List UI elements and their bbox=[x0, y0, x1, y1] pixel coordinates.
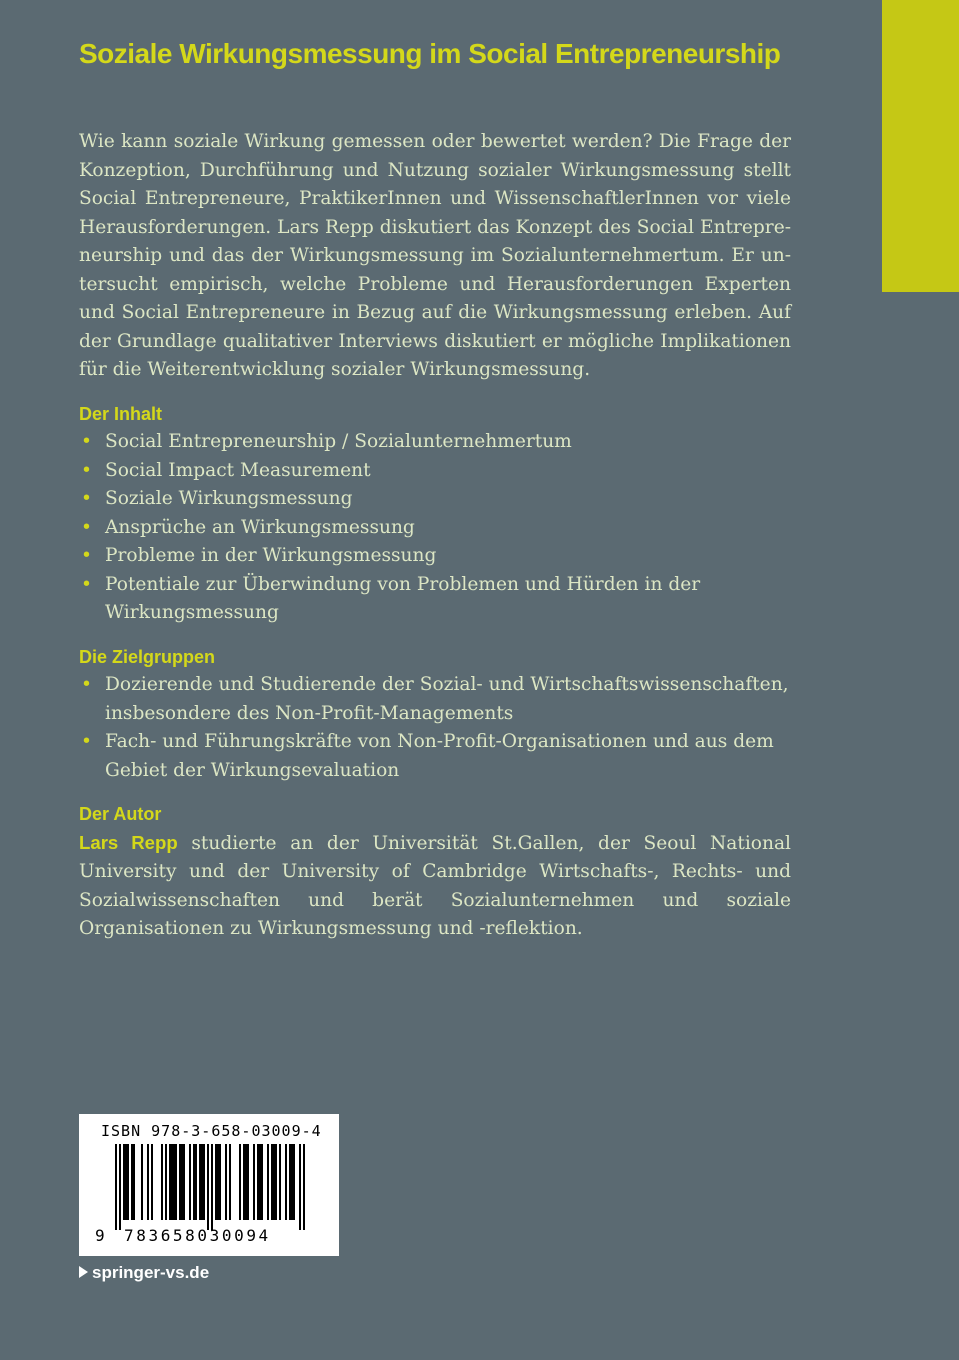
barcode-bar bbox=[179, 1144, 181, 1220]
barcode-icon bbox=[115, 1144, 305, 1230]
list-item: • Social Entrepreneurship / Sozialunternehmertum bbox=[79, 428, 791, 457]
author-heading: Der Autor bbox=[79, 804, 162, 824]
barcode-bar bbox=[173, 1144, 175, 1220]
barcode-bar bbox=[303, 1144, 305, 1230]
barcode-bar bbox=[119, 1144, 121, 1230]
list-item: • Dozierende und Studierende der Sozial- und Wirtschaftswissenschaften, insbesondere des Non-Profit-Managements bbox=[79, 671, 791, 728]
list-item: • Potentiale zur Überwindung von Problemen und Hürden in der Wirkungsmessung bbox=[79, 571, 791, 628]
bullet-icon: • bbox=[81, 731, 92, 752]
barcode-bar bbox=[123, 1144, 125, 1220]
barcode-bar bbox=[125, 1144, 127, 1220]
bullet-icon: • bbox=[81, 516, 92, 538]
barcode-bar bbox=[203, 1144, 205, 1220]
barcode-bar bbox=[239, 1144, 241, 1220]
barcode-bar bbox=[217, 1144, 219, 1220]
barcode-bar bbox=[199, 1144, 201, 1220]
barcode-bar bbox=[147, 1144, 149, 1220]
bullet-icon: • bbox=[81, 431, 92, 452]
audience-heading: Die Zielgruppen bbox=[79, 646, 216, 667]
publisher-label: springer-vs.de bbox=[92, 1263, 210, 1282]
barcode-bar bbox=[267, 1144, 269, 1220]
list-item: • Soziale Wirkungsmessung bbox=[79, 485, 791, 514]
barcode-bar bbox=[151, 1144, 153, 1220]
barcode-bar bbox=[247, 1144, 249, 1220]
back-cover-text bbox=[79, 128, 791, 944]
bullet-icon: • bbox=[81, 674, 92, 695]
bullet-icon: • bbox=[81, 459, 92, 481]
barcode-bar bbox=[259, 1144, 261, 1220]
bullet-icon: • bbox=[81, 488, 92, 509]
content-heading: Der Inhalt bbox=[79, 403, 163, 424]
content-list bbox=[79, 428, 791, 628]
author-name: Lars Repp bbox=[79, 831, 178, 853]
barcode-bar bbox=[183, 1144, 185, 1220]
list-item: • Probleme in der Wirkungsmessung bbox=[79, 542, 791, 571]
barcode-bar bbox=[273, 1144, 275, 1220]
barcode-bar bbox=[289, 1144, 291, 1220]
isbn-label: ISBN 978-3-658-03009-4 bbox=[101, 1122, 322, 1140]
barcode-bar bbox=[219, 1144, 221, 1220]
barcode-bar bbox=[225, 1144, 227, 1220]
barcode-bar bbox=[279, 1144, 281, 1220]
arrow-right-icon bbox=[79, 1266, 88, 1278]
barcode-bar bbox=[171, 1144, 173, 1220]
intro-paragraph: Wie kann soziale Wirkung gemessen oder bewertet werden? Die Frage der Konzeption, Durchführung und Nutzung sozialer Wirkungsmessung stellt Social Entrepreneure, PraktikerInnen und WissenschaftlerInnen vor viele Herausforderungen. Lars Repp diskutiert das Konzept des Social Entrepreneurship und das der Wirkungsmessung im Sozialunternehmertum. Er untersucht empirisch, welche Probleme und Herausforderungen Experten und Social Entrepreneure in Bezug auf die Wirkungsmessung erleben. Auf der Grundlage qualitativer Interviews diskutiert er mögliche Implikationen für die Weiterentwicklung sozialer Wirkungsmessung. bbox=[79, 131, 791, 380]
list-item: • Ansprüche an Wirkungsmessung bbox=[79, 514, 791, 543]
barcode-bar bbox=[201, 1144, 203, 1220]
barcode-bar bbox=[243, 1144, 245, 1220]
publisher-link[interactable] bbox=[79, 1263, 209, 1283]
author-bio: Lars Repp studierte an der Universität St.Gallen, der Seoul National University und der University of Cambridge Wirtschafts-, Rechts- und Sozialwissenschaften und berät Sozialunternehmen und soziale Organisationen zu Wirkungsmessung und -reflektion. bbox=[79, 831, 791, 939]
audience-list bbox=[79, 671, 791, 785]
list-item: • Social Impact Measurement bbox=[79, 457, 791, 486]
barcode-bar bbox=[189, 1144, 191, 1220]
barcode-bar bbox=[131, 1144, 133, 1220]
barcode-bar bbox=[181, 1144, 183, 1220]
barcode-bar bbox=[133, 1144, 135, 1220]
barcode-bar bbox=[253, 1144, 255, 1220]
barcode-bar bbox=[245, 1144, 247, 1220]
barcode-bar bbox=[291, 1144, 293, 1220]
barcode-digits: 783658030094 bbox=[124, 1226, 271, 1245]
barcode-bar bbox=[211, 1144, 213, 1230]
barcode-bar bbox=[169, 1144, 171, 1220]
accent-bar bbox=[882, 0, 959, 292]
list-item: • Fach- und Führungskräfte von Non-Profit-Organisationen und aus dem Gebiet der Wirkungsevaluation bbox=[79, 728, 791, 785]
barcode-bar bbox=[285, 1144, 287, 1220]
isbn-barcode bbox=[79, 1114, 339, 1256]
book-title: Soziale Wirkungsmessung im Social Entrepreneurship bbox=[79, 38, 781, 69]
barcode-bar bbox=[161, 1144, 163, 1220]
barcode-bar bbox=[215, 1144, 217, 1220]
barcode-bar bbox=[195, 1144, 197, 1220]
barcode-first-digit: 9 bbox=[95, 1226, 105, 1245]
barcode-bar bbox=[293, 1144, 295, 1220]
bullet-icon: • bbox=[81, 573, 92, 595]
barcode-bar bbox=[165, 1144, 167, 1220]
barcode-bar bbox=[141, 1144, 143, 1220]
barcode-bar bbox=[229, 1144, 231, 1220]
bullet-icon: • bbox=[81, 545, 92, 566]
barcode-bar bbox=[261, 1144, 263, 1220]
barcode-bar bbox=[193, 1144, 195, 1220]
barcode-bar bbox=[299, 1144, 301, 1230]
barcode-bar bbox=[127, 1144, 129, 1220]
barcode-bar bbox=[115, 1144, 117, 1230]
barcode-bar bbox=[257, 1144, 259, 1220]
barcode-bar bbox=[207, 1144, 209, 1230]
barcode-bar bbox=[271, 1144, 273, 1220]
barcode-bar bbox=[275, 1144, 277, 1220]
barcode-bar bbox=[175, 1144, 177, 1220]
